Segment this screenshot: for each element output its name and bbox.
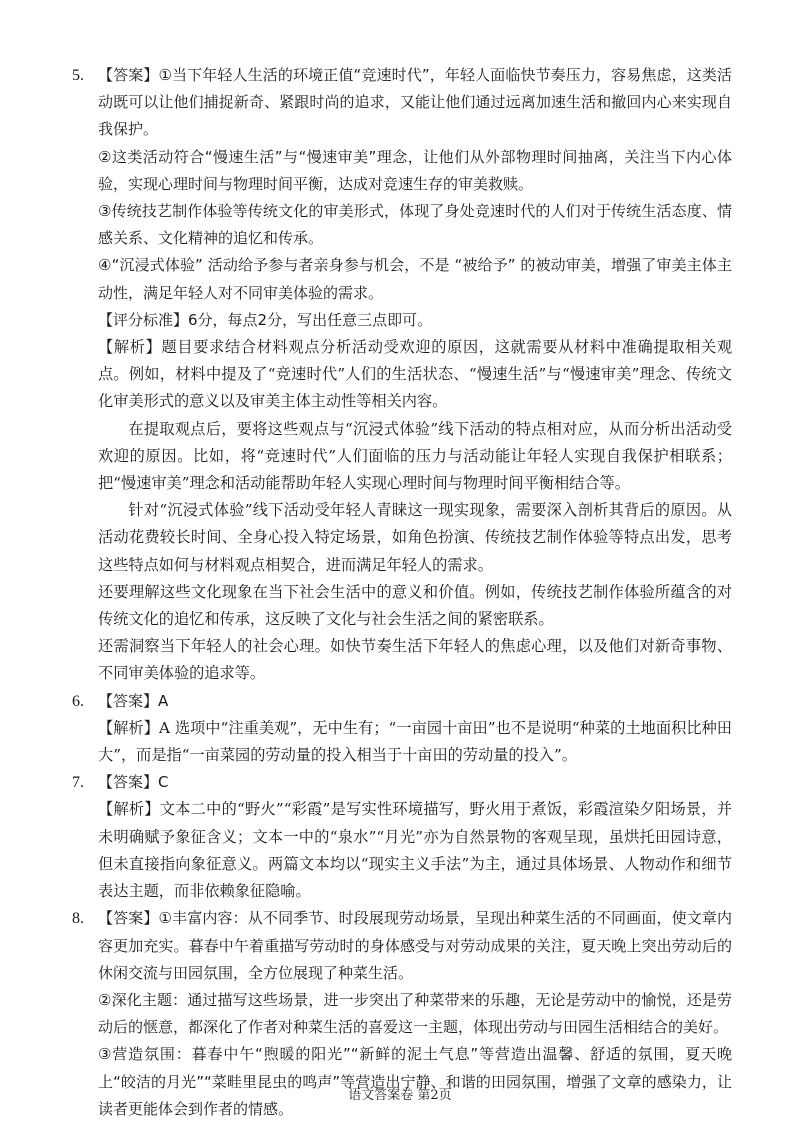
answer-paragraph: 【答案】①当下年轻人生活的环境正值“竞速时代”，年轻人面临快节奏压力，容易焦虑，这类活动既可以让他们捕捉新奇、紧跟时尚的追求，又能让他们通过远离加速生活和撤回内心来实现自我保护。 bbox=[98, 66, 732, 139]
answer-paragraph: ②深化主题：通过描写这些场景，进一步突出了种菜带来的乐趣，无论是劳动中的愉悦，还是劳动后的惬意，都深化了作者对种菜生活的喜爱这一主题，体现出劳动与田园生活相结合的美好。 bbox=[98, 990, 732, 1037]
question-number: 5. bbox=[72, 67, 84, 84]
answer-item-5 bbox=[72, 62, 732, 688]
answer-content bbox=[72, 62, 732, 1123]
analysis-paragraph: 【解析】A 选项中“注重美观”，无中生有；“一亩园十亩田”也不是说明“种菜的土地面积比种田大”，而是指“一亩菜园的劳动量的投入相当于十亩田的劳动量的投入”。 bbox=[98, 718, 732, 765]
answer-paragraph: 【答案】C bbox=[98, 773, 169, 792]
answer-paragraph: 【答案】①丰富内容：从不同季节、时段展现劳动场景，呈现出种菜生活的不同画面，使文章内容更加充实。暮春中午着重描写劳动时的身体感受与对劳动成果的关注，夏天晚上突出劳动后的休闲交流与田园氛围，全方位展现了种菜生活。 bbox=[98, 909, 732, 982]
answer-paragraph: ④“沉浸式体验” 活动给予参与者亲身参与机会，不是 “被给予” 的被动审美，增强了审美主体主动性，满足年轻人对不同审美体验的需求。 bbox=[98, 256, 732, 302]
answer-paragraph: ③营造氛围：暮春中午“煦暖的阳光”“新鲜的泥土气息”等营造出温馨、舒适的氛围，夏天晚上“皎洁的月光”“菜畦里昆虫的鸣声”等营造出宁静、和谐的田园氛围，增强了文章的感染力，让读者更能体会到作者的情感。 bbox=[98, 1045, 732, 1118]
question-number: 8. bbox=[72, 910, 84, 928]
answer-paragraph: ③传统技艺制作体验等传统文化的审美形式，体现了身处竞速时代的人们对于传统生活态度、情感关系、文化精神的追忆和传承。 bbox=[98, 202, 732, 248]
answer-item-7 bbox=[72, 769, 732, 905]
analysis-paragraph: 针对“沉浸式体验”线下活动受年轻人青睐这一现实现象，需要深入剖析其背后的原因。从活动花费较长时间、全身心投入特定场景，如角色扮演、传统技艺制作体验等特点出发，思考这些特点如何与材料观点相契合，进而满足年轻人的需求。 bbox=[98, 501, 732, 574]
answer-paragraph: ②这类活动符合“慢速生活”与“慢速审美”理念，让他们从外部物理时间抽离，关注当下内心体验，实现心理时间与物理时间平衡，达成对竞速生存的审美救赎。 bbox=[98, 147, 732, 193]
scoring-standard: 【评分标准】6分，每点2分，写出任意三点即可。 bbox=[98, 310, 433, 329]
answer-paragraph: 【答案】A bbox=[98, 691, 169, 710]
analysis-paragraph: 还需洞察当下年轻人的社会心理。如快节奏生活下年轻人的焦虑心理，以及他们对新奇事物、不同审美体验的追求等。 bbox=[98, 637, 732, 683]
analysis-paragraph: 还要理解这些文化现象在当下社会生活中的意义和价值。例如，传统技艺制作体验所蕴含的对传统文化的追忆和传承，这反映了文化与社会生活之间的紧密联系。 bbox=[98, 582, 732, 629]
question-number: 7. bbox=[72, 774, 84, 792]
analysis-paragraph: 【解析】题目要求结合材料观点分析活动受欢迎的原因，这就需要从材料中准确提取相关观点。例如，材料中提及了“竞速时代”人们的生活状态、“慢速生活”与“慢速审美”理念、传统文化审美形式的意义以及审美主体主动性等相关内容。 bbox=[98, 338, 732, 411]
question-number: 6. bbox=[72, 692, 84, 710]
analysis-paragraph: 【解析】文本二中的“野火”“彩霞”是写实性环境描写，野火用于煮饭，彩霞渲染夕阳场景，并未明确赋予象征含义；文本一中的“泉水”“月光”亦为自然景物的客观呈现，虽烘托田园诗意，但未直接指向象征意义。两篇文本均以“现实主义手法”为主，通过具体场景、人物动作和细节表达主题，而非依赖象征隐喻。 bbox=[98, 800, 732, 901]
page-footer: 语文答案卷 第2页 bbox=[348, 1088, 452, 1103]
answer-item-6 bbox=[72, 688, 732, 770]
analysis-paragraph: 在提取观点后，要将这些观点与“沉浸式体验”线下活动的特点相对应，从而分析出活动受欢迎的原因。比如，将“竞速时代”人们面临的压力与活动能让年轻人实现自我保护相联系；把“慢速审美”理念和活动能帮助年轻人实现心理时间与物理时间平衡相结合等。 bbox=[98, 419, 732, 493]
